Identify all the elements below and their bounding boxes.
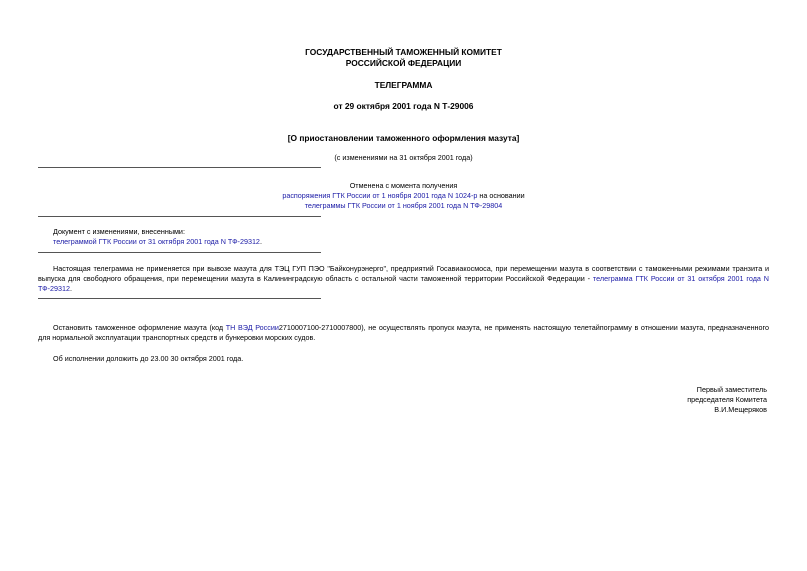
tn-ved-link[interactable]: ТН ВЭД России <box>225 323 279 332</box>
cancel-telegram-link[interactable]: телеграммы ГТК России от 1 ноября 2001 года N ТФ-29804 <box>304 201 503 210</box>
exception-suffix: . <box>70 284 72 293</box>
cancel-note-suffix: на основании <box>477 191 525 200</box>
signature-name: В.И.Мещеряков <box>714 405 767 414</box>
divider <box>38 216 321 217</box>
signature-title-2: председателя Комитета <box>687 395 767 404</box>
amendments-note: (с изменениями на 31 октября 2001 года) <box>334 153 473 162</box>
exception-telegram-link[interactable]: телеграмма ГТК России от 31 октября 2001 года N ТФ-29312 <box>38 274 769 293</box>
changes-line <box>53 237 262 247</box>
issuer-line-1: ГОСУДАРСТВЕННЫЙ ТАМОЖЕННЫЙ КОМИТЕТ <box>305 47 502 57</box>
exception-paragraph <box>38 264 769 294</box>
exception-text: Настоящая телеграмма не применяется при вывозе мазута для ТЭЦ ГУП ПЭО "Байконурэнерго", предприятий Госавиакосмоса, при перемещении мазута в соответствии с таможенными режимами транзита и выпуска для свободного обращения, при перемещении мазута в Калининградскую область с остальной части таможенной территории Российской Федерации - <box>38 264 769 283</box>
changes-label: Документ с изменениями, внесенными: <box>53 227 185 236</box>
main-prefix: Остановить таможенное оформление мазута (код <box>53 323 226 332</box>
changes-telegram-link[interactable]: телеграммой ГТК России от 31 октября 2001 года N ТФ-29312 <box>53 237 260 246</box>
divider <box>38 167 321 168</box>
report-paragraph: Об исполнении доложить до 23.00 30 октября 2001 года. <box>53 354 244 363</box>
cancel-note-text: Отменена с момента получения <box>349 181 458 190</box>
main-paragraph <box>38 323 769 343</box>
cancel-note-line-2 <box>0 201 807 211</box>
doc-title: [О приостановлении таможенного оформления мазута] <box>287 133 520 143</box>
changes-suffix: . <box>259 237 262 246</box>
cancel-order-link[interactable]: распоряжения ГТК России от 1 ноября 2001 года N 1024-р <box>282 191 478 200</box>
issuer-line-2: РОССИЙСКОЙ ФЕДЕРАЦИИ <box>345 58 462 68</box>
divider <box>38 252 321 253</box>
doc-date-number: от 29 октября 2001 года N Т-29006 <box>333 101 474 111</box>
cancel-note-line <box>0 191 807 201</box>
divider <box>38 298 321 299</box>
main-rest: 2710007100-2710007800), не осуществлять пропуск мазута, не применять настоящую телетайпограмму в отношении мазута, предназначенного для нормальной эксплуатации транспортных средств и бункеровки морских судов. <box>38 323 769 342</box>
doc-type: ТЕЛЕГРАММА <box>374 80 433 90</box>
signature-title-1: Первый заместитель <box>696 385 767 394</box>
